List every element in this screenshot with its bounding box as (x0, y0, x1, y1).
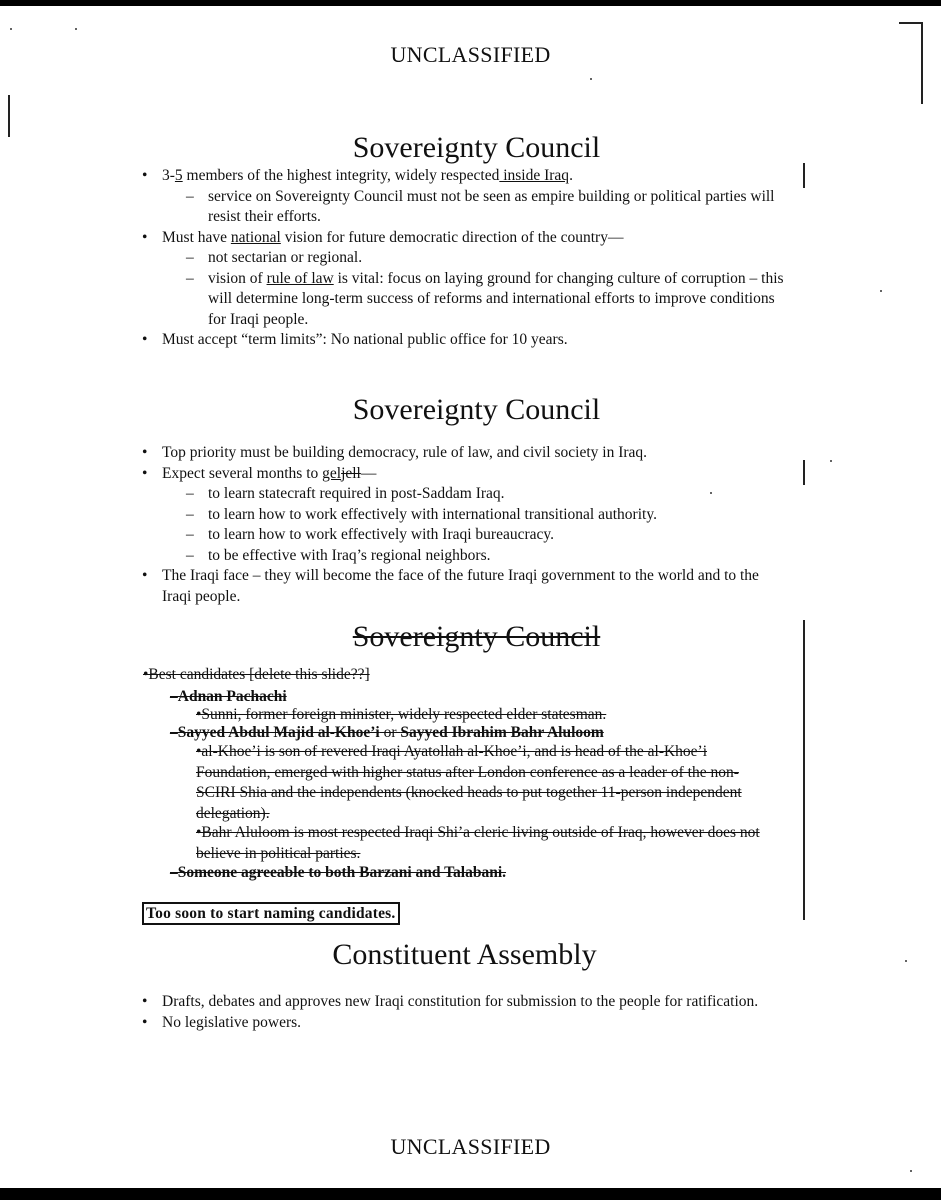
slide2-bullet-expect: • Expect several months to geljell— – to learn statecraft required in post-Saddam Iraq. – to learn how to work effectively with international transitional authority. – to learn how to work effectively with Iraqi bureaucracy. – to be effective with Iraq’s regional neighbors. (140, 464, 790, 567)
slide3-title: Sovereignty Council (352, 620, 601, 653)
classification-footer: UNCLASSIFIED (390, 1134, 551, 1159)
slide2-title: Sovereignty Council (352, 393, 601, 426)
slide4-bullet-drafts: • Drafts, debates and approves new Iraqi constitution for submission to the people for ratification. (140, 992, 820, 1013)
slide4-bullet-no-legislative: • No legislative powers. (140, 1013, 820, 1034)
scan-edge-bottom (0, 1188, 941, 1200)
slide1-body (140, 166, 790, 351)
slide2-sub: – to learn how to work effectively with Iraqi bureaucracy. (186, 525, 790, 546)
struck-pachachi-desc: •Sunni, former foreign minister, widely respected elder statesman. (196, 706, 607, 723)
scan-speck (590, 78, 592, 80)
slide1-bullet-term-limits: • Must accept “term limits”: No national public office for 10 years. (140, 330, 790, 351)
slide1-title: Sovereignty Council (352, 131, 601, 164)
slide2-sub: – to learn statecraft required in post-Saddam Iraq. (186, 484, 790, 505)
slide1-sub-rule-of-law: – vision of rule of law is vital: focus on laying ground for changing culture of corruption – this will determine long-term success of reforms and international efforts to improve conditions for Iraqi people. (186, 269, 790, 331)
slide1-bullet-members: • 3-5 members of the highest integrity, widely respected inside Iraq. – service on Sovereignty Council must not be seen as empire building or political parties will resist their efforts. (140, 166, 790, 228)
struck-best-candidates: •Best candidates [delete this slide??] (143, 666, 370, 683)
scan-speck (75, 28, 77, 30)
change-bar (803, 163, 805, 188)
scan-edge-top (0, 0, 941, 6)
struck-barzani-talabani: –Someone agreeable to both Barzani and Talabani. (170, 864, 507, 881)
scan-speck (910, 1170, 912, 1172)
struck-candidate-pachachi: –Adnan Pachachi (170, 688, 287, 705)
change-bar (803, 620, 805, 920)
scan-speck (830, 460, 832, 462)
slide1-sub-service: – service on Sovereignty Council must not be seen as empire building or political parties will resist their efforts. (186, 187, 790, 228)
slide2-sub: – to learn how to work effectively with international transitional authority. (186, 505, 790, 526)
classification-header: UNCLASSIFIED (390, 42, 551, 67)
struck-aluloom-desc: •Bahr Aluloom is most respected Iraqi Shi’a cleric living outside of Iraq, however does not believe in political parties. (196, 824, 760, 862)
scan-speck (10, 28, 12, 30)
slide4-title: Constituent Assembly (332, 938, 597, 971)
slide2-sub: – to be effective with Iraq’s regional neighbors. (186, 546, 790, 567)
slide2-bullet-priority: • Top priority must be building democracy, rule of law, and civil society in Iraq. (140, 443, 790, 464)
boxed-note: Too soon to start naming candidates. (142, 902, 400, 925)
slide2-body (140, 443, 790, 607)
slide1-sub-sectarian: – not sectarian or regional. (186, 248, 790, 269)
slide2-bullet-iraqi-face: • The Iraqi face – they will become the face of the future Iraqi government to the world and to the Iraqi people. (140, 566, 790, 607)
struck-candidate-khoei: –Sayyed Abdul Majid al-Khoe’i or Sayyed Ibrahim Bahr Aluloom (170, 724, 604, 741)
slide4-body (140, 992, 820, 1033)
struck-khoei-desc: •al-Khoe’i is son of revered Iraqi Ayatollah al-Khoe’i, and is head of the al-Khoe’i Foundation, emerged with higher status after London conference as a leader of the non-SCIRI Shia and the independents (knocked heads to put together 11-person independent delegation). (196, 743, 742, 822)
scan-speck (880, 290, 882, 292)
change-bar (803, 460, 805, 485)
slide1-bullet-vision: • Must have national vision for future democratic direction of the country— – not sectarian or regional. – vision of rule of law is vital: focus on laying ground for changing culture of corruption – this will determine long-term success of reforms and international efforts to improve conditions for Iraqi people. (140, 228, 790, 331)
